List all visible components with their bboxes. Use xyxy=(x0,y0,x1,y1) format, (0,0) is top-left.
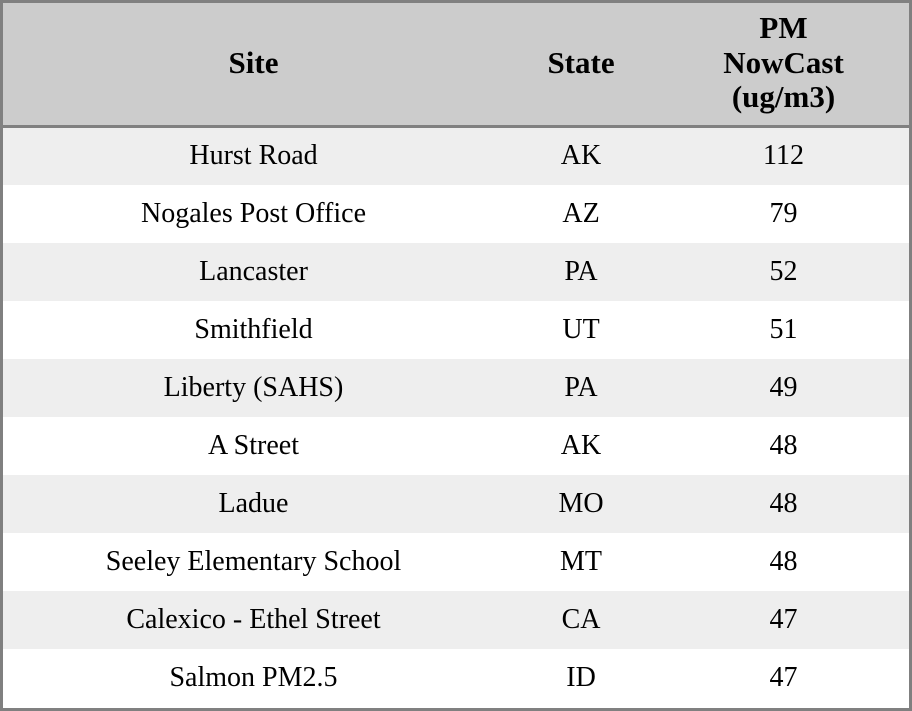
cell-state: AZ xyxy=(504,185,658,243)
cell-state: CA xyxy=(504,591,658,649)
cell-value: 48 xyxy=(658,533,909,591)
cell-state: UT xyxy=(504,301,658,359)
table-row xyxy=(3,185,909,243)
cell-state: ID xyxy=(504,649,658,707)
table-row xyxy=(3,475,909,533)
cell-state: AK xyxy=(504,417,658,475)
cell-value: 49 xyxy=(658,359,909,417)
table-row xyxy=(3,649,909,707)
table-row xyxy=(3,301,909,359)
cell-site: Ladue xyxy=(3,475,504,533)
table-row xyxy=(3,359,909,417)
table-body xyxy=(3,127,909,707)
cell-site: Smithfield xyxy=(3,301,504,359)
cell-site: Seeley Elementary School xyxy=(3,533,504,591)
cell-state: AK xyxy=(504,127,658,185)
cell-site: Calexico - Ethel Street xyxy=(3,591,504,649)
column-header-site xyxy=(3,3,504,127)
cell-site: Lancaster xyxy=(3,243,504,301)
cell-value: 47 xyxy=(658,591,909,649)
cell-value: 48 xyxy=(658,417,909,475)
cell-site: Nogales Post Office xyxy=(3,185,504,243)
cell-state: PA xyxy=(504,359,658,417)
table-row xyxy=(3,533,909,591)
column-header-pm-nowcast-line1: PM xyxy=(759,10,808,45)
column-header-state xyxy=(504,3,658,127)
cell-value: 52 xyxy=(658,243,909,301)
cell-site: Hurst Road xyxy=(3,127,504,185)
column-header-pm-nowcast-line3: (ug/m3) xyxy=(731,79,836,115)
cell-value: 47 xyxy=(658,649,909,707)
column-header-site-label: Site xyxy=(228,44,279,80)
column-header-pm-nowcast-line2: NowCast xyxy=(723,44,844,80)
cell-value: 79 xyxy=(658,185,909,243)
table-header xyxy=(3,3,909,127)
table-row xyxy=(3,127,909,185)
cell-site: Salmon PM2.5 xyxy=(3,649,504,707)
column-header-state-label: State xyxy=(547,44,615,80)
cell-state: MO xyxy=(504,475,658,533)
column-header-pm-nowcast xyxy=(658,3,909,127)
cell-state: PA xyxy=(504,243,658,301)
cell-site: A Street xyxy=(3,417,504,475)
pm-nowcast-table xyxy=(3,3,909,707)
cell-value: 51 xyxy=(658,301,909,359)
table-row xyxy=(3,591,909,649)
cell-site: Liberty (SAHS) xyxy=(3,359,504,417)
table-header-row xyxy=(3,3,909,127)
table-row xyxy=(3,417,909,475)
cell-value: 112 xyxy=(658,127,909,185)
cell-state: MT xyxy=(504,533,658,591)
cell-value: 48 xyxy=(658,475,909,533)
table-row xyxy=(3,243,909,301)
